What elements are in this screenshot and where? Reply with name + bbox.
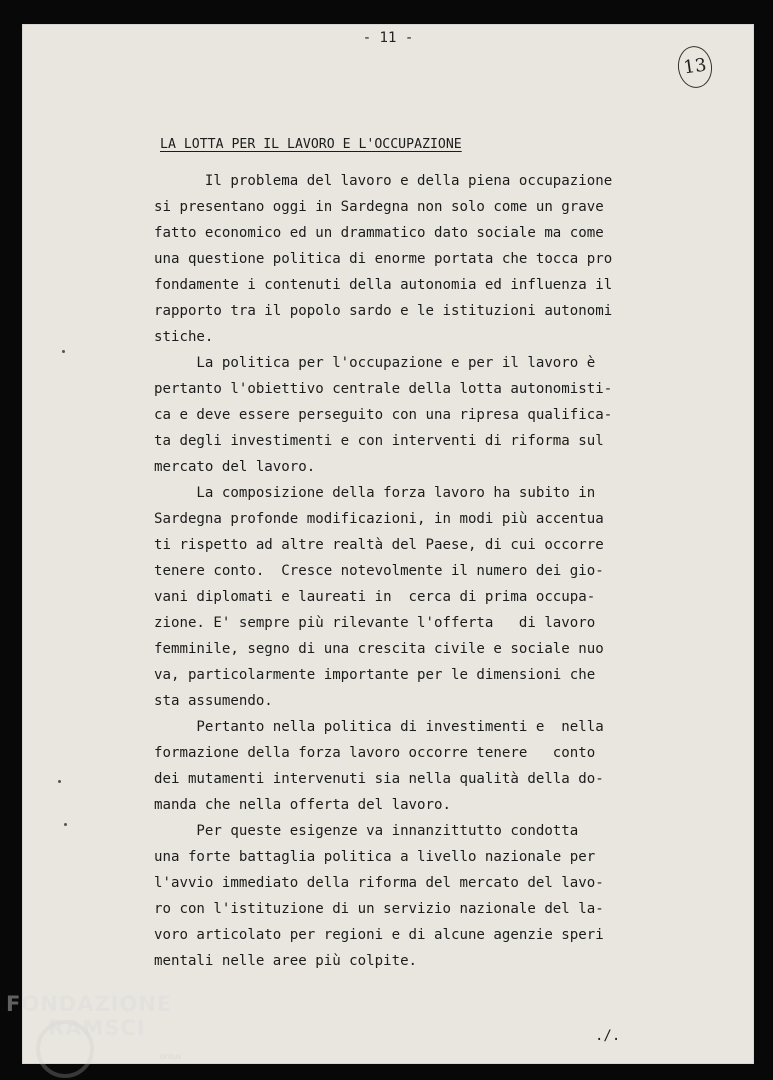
text-line: ca e deve essere perseguito con una ripresa qualifica- xyxy=(154,407,613,423)
watermark xyxy=(6,994,172,1039)
text-line: va, particolarmente importante per le dimensioni che xyxy=(154,667,596,683)
text-line: mercato del lavoro. xyxy=(154,459,316,475)
text-line: sta assumendo. xyxy=(154,693,273,709)
section-title: LA LOTTA PER IL LAVORO E L'OCCUPAZIONE xyxy=(160,137,462,152)
margin-dot xyxy=(62,350,65,353)
watermark-line-1: FONDAZIONE xyxy=(6,992,173,1016)
text-line: formazione della forza lavoro occorre tenere conto xyxy=(154,745,596,761)
margin-dot xyxy=(58,780,61,783)
text-line: dei mutamenti intervenuti sia nella qualità della do- xyxy=(154,771,604,787)
text-line: tenere conto. Cresce notevolmente il numero dei gio- xyxy=(154,563,604,579)
text-line: ti rispetto ad altre realtà del Paese, di cui occorre xyxy=(154,537,604,553)
text-line: si presentano oggi in Sardegna non solo come un grave xyxy=(154,199,604,215)
text-line: l'avvio immediato della riforma del mercato del lavo- xyxy=(154,875,604,891)
watermark-line-3: onlus xyxy=(160,1052,182,1061)
text-line: La composizione della forza lavoro ha subito in xyxy=(154,485,596,501)
text-line: voro articolato per regioni e di alcune agenzie speri xyxy=(154,927,604,943)
text-line: una questione politica di enorme portata che tocca pro xyxy=(154,251,613,267)
text-line: rapporto tra il popolo sardo e le istituzioni autonomi xyxy=(154,303,613,319)
text-line: Sardegna profonde modificazioni, in modi più accentua xyxy=(154,511,604,527)
document-page xyxy=(22,24,754,1064)
text-line: zione. E' sempre più rilevante l'offerta di lavoro xyxy=(154,615,596,631)
page-number: - 11 - xyxy=(362,30,414,46)
watermark-line-2: RAMSCI xyxy=(48,1016,146,1040)
text-line: una forte battaglia politica a livello nazionale per xyxy=(154,849,596,865)
margin-dot xyxy=(64,823,67,826)
text-line: stiche. xyxy=(154,329,214,345)
text-line: Per queste esigenze va innanzittutto condotta xyxy=(154,823,579,839)
text-line: femminile, segno di una crescita civile e sociale nuo xyxy=(154,641,604,657)
text-line: La politica per l'occupazione e per il lavoro è xyxy=(154,355,596,371)
body-text xyxy=(154,168,634,974)
text-line: ro con l'istituzione di un servizio nazionale del la- xyxy=(154,901,604,917)
text-line: mentali nelle aree più colpite. xyxy=(154,953,418,969)
text-line: fondamente i contenuti della autonomia ed influenza il xyxy=(154,277,613,293)
text-line: fatto economico ed un drammatico dato sociale ma come xyxy=(154,225,604,241)
text-line: Pertanto nella politica di investimenti e nella xyxy=(154,719,604,735)
continuation-mark: ./. xyxy=(595,1028,621,1044)
text-line: pertanto l'obiettivo centrale della lotta autonomisti- xyxy=(154,381,613,397)
archive-number-stamp: 13 xyxy=(675,44,715,90)
text-line: Il problema del lavoro e della piena occupazione xyxy=(154,173,613,189)
text-line: ta degli investimenti e con interventi di riforma sul xyxy=(154,433,604,449)
text-line: manda che nella offerta del lavoro. xyxy=(154,797,451,813)
text-line: vani diplomati e laureati in cerca di prima occupa- xyxy=(154,589,596,605)
